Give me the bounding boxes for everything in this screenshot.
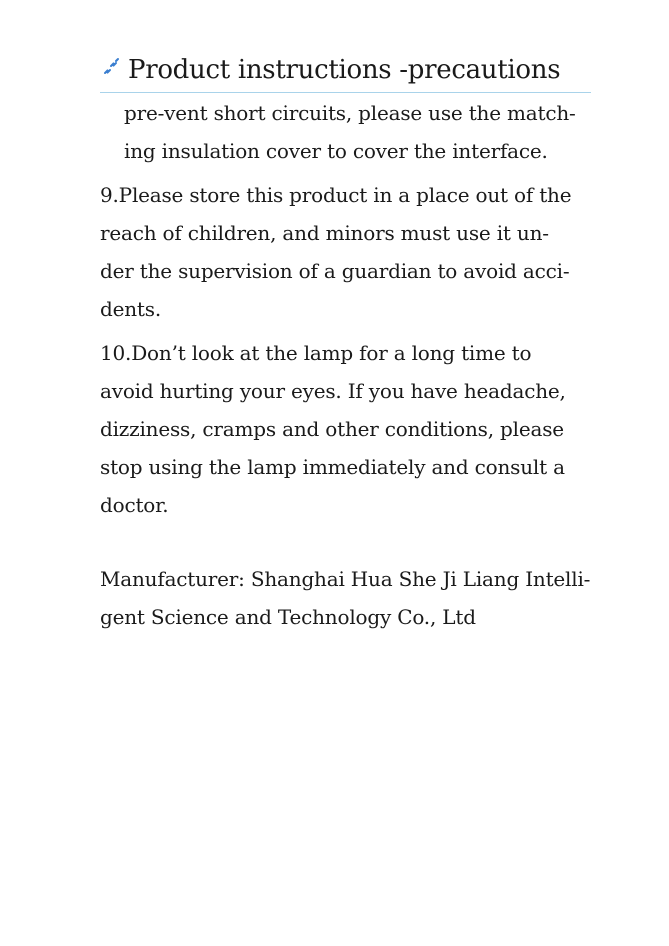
- precaution-item-10: [100, 334, 592, 524]
- text-line: stop using the lamp immediately and consult a: [100, 455, 565, 479]
- text-line: pre-vent short circuits, please use the match-: [124, 101, 576, 125]
- text-line: reach of children, and minors must use it un-: [100, 221, 549, 245]
- continued-paragraph: [100, 94, 592, 170]
- manufacturer-info: [100, 560, 592, 636]
- text-line: 9.Please store this product in a place out of the: [100, 183, 572, 207]
- page-title: Product instructions -precautions: [128, 55, 561, 85]
- text-line: Manufacturer: Shanghai Hua She Ji Liang Intelli-: [100, 567, 591, 591]
- text-line: ing insulation cover to cover the interface.: [124, 139, 548, 163]
- text-line: dents.: [100, 297, 161, 321]
- text-line: 10.Don’t look at the lamp for a long time to: [100, 341, 532, 365]
- text-line: dizziness, cramps and other conditions, please: [100, 417, 564, 441]
- text-line: der the supervision of a guardian to avoid acci-: [100, 259, 570, 283]
- section-header: [100, 52, 591, 93]
- precaution-item-9: [100, 176, 592, 328]
- text-line: avoid hurting your eyes. If you have headache,: [100, 379, 566, 403]
- text-line: doctor.: [100, 493, 169, 517]
- decorative-wave-icon: [102, 57, 122, 77]
- text-line: gent Science and Technology Co., Ltd: [100, 605, 476, 629]
- instructions-body: [100, 94, 592, 636]
